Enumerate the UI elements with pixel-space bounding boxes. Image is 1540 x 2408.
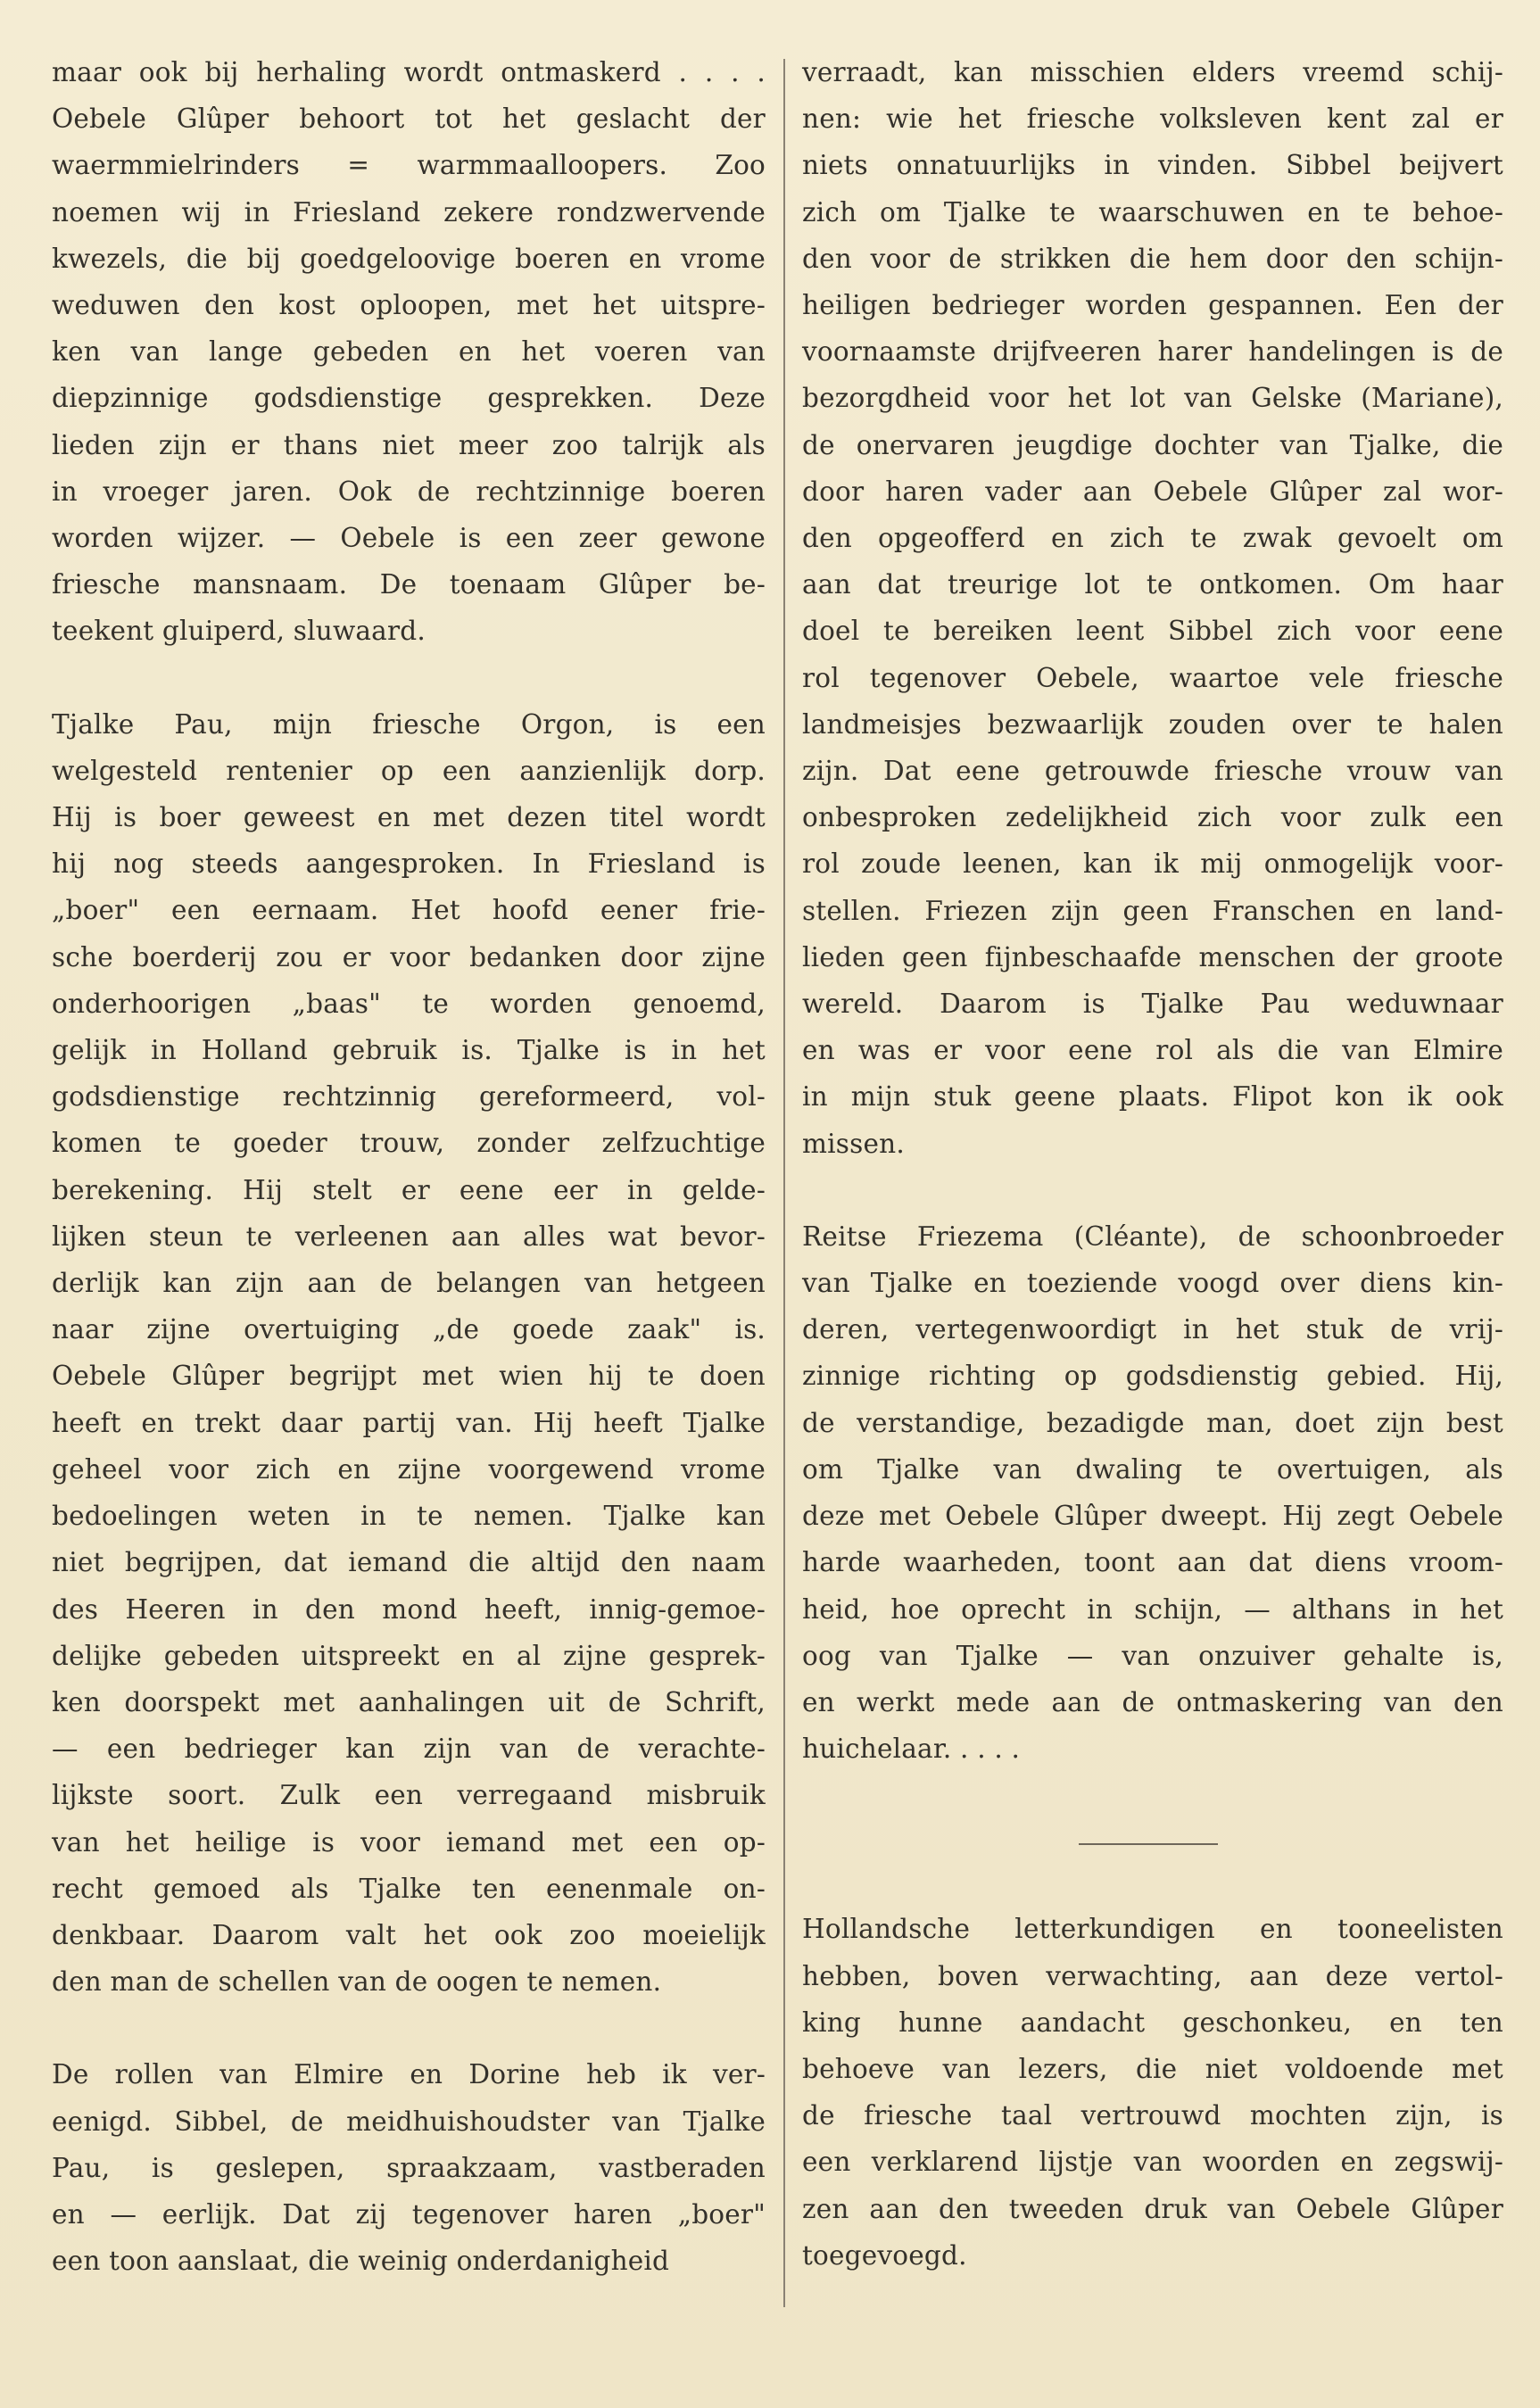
text-line: zinnige richting op godsdienstig gebied. Hij,: [802, 1361, 1503, 1392]
text-line: behoeve van lezers, die niet voldoende met: [802, 2053, 1503, 2084]
text-line: lieden geen fijnbeschaafde menschen der groote: [802, 941, 1503, 972]
paragraph-orgon-intro-end: [52, 49, 766, 655]
text-line: worden wijzer. — Oebele is een zeer gewone: [52, 523, 766, 554]
paragraph-gap: [52, 655, 766, 701]
text-line: Oebele Glûper begrijpt met wien hij te doen: [52, 1361, 766, 1392]
text-line: landmeisjes bezwaarlijk zouden over te halen: [802, 708, 1503, 740]
text-line: en was er voor eene rol als die van Elmire: [802, 1035, 1503, 1066]
text-line: waermmielrinders = warmmaalloopers. Zoo: [52, 150, 766, 181]
text-line: gelijk in Holland gebruik is. Tjalke is in het: [52, 1035, 766, 1066]
text-line: deze met Oebele Glûper dweept. Hij zegt Oebele: [802, 1501, 1503, 1532]
text-line: en — eerlijk. Dat zij tegenover haren „boer": [52, 2198, 766, 2230]
paragraph-hollandsche-letterkundigen: [802, 1906, 1503, 2279]
text-line: diepzinnige godsdienstige gesprekken. Deze: [52, 383, 766, 414]
text-line: nen: wie het friesche volksleven kent zal er: [802, 103, 1503, 135]
text-line: maar ook bij herhaling wordt ontmaskerd . . . .: [52, 57, 766, 87]
text-line: zen aan den tweeden druk van Oebele Glûper: [802, 2193, 1503, 2224]
text-line: kwezels, die bij goedgeloovige boeren en vrome: [52, 243, 766, 274]
text-line: voornaamste drijfveeren harer handelingen is de: [802, 336, 1503, 368]
text-line: naar zijne overtuiging „de goede zaak" is.: [52, 1314, 766, 1345]
text-line: van het heilige is voor iemand met een op-: [52, 1826, 766, 1858]
text-line: — een bedrieger kan zijn van de verachte-: [52, 1734, 766, 1765]
text-line: en werkt mede aan de ontmaskering van den: [802, 1686, 1503, 1717]
text-line: delijke gebeden uitspreekt en al zijne gesprek-: [52, 1640, 766, 1671]
text-line: ken doorspekt met aanhalingen uit de Schrift,: [52, 1686, 766, 1717]
text-line: ken van lange gebeden en het voeren van: [52, 336, 766, 368]
text-line: De rollen van Elmire en Dorine heb ik ver-: [52, 2059, 766, 2090]
text-line: onderhoorigen „baas" te worden genoemd,: [52, 988, 766, 1019]
text-line: wereld. Daarom is Tjalke Pau weduwnaar: [802, 989, 1503, 1020]
text-line: lijkste soort. Zulk een verregaand misbruik: [52, 1780, 766, 1811]
text-line: heid, hoe oprecht in schijn, — althans in het: [802, 1593, 1503, 1625]
text-line: teekent gluiperd, sluwaard.: [52, 616, 426, 647]
text-line: in mijn stuk geene plaats. Flipot kon ik ook: [802, 1081, 1503, 1113]
text-line: een verklarend lijstje van woorden en zegswij-: [802, 2147, 1503, 2178]
text-line: den opgeofferd en zich te zwak gevoelt om: [802, 523, 1503, 554]
text-line: den voor de strikken die hem door den schijn-: [802, 243, 1503, 274]
text-line: Hij is boer geweest en met dezen titel wordt: [52, 802, 766, 833]
paragraph-gap: [802, 1167, 1503, 1213]
section-break: [802, 1772, 1503, 1906]
text-line: Hollandsche letterkundigen en tooneelisten: [802, 1914, 1503, 1945]
text-line: doel te bereiken leent Sibbel zich voor eene: [802, 616, 1503, 647]
paragraph-reitse-friezema: [802, 1213, 1503, 1772]
text-line: om Tjalke van dwaling te overtuigen, als: [802, 1453, 1503, 1485]
text-line: godsdienstige rechtzinnig gereformeerd, vol-: [52, 1081, 766, 1113]
text-line: Oebele Glûper behoort tot het geslacht der: [52, 103, 766, 135]
text-line: eenigd. Sibbel, de meidhuishoudster van Tjalke: [52, 2106, 766, 2137]
left-column: [52, 49, 766, 2284]
text-line: rol zoude leenen, kan ik mij onmogelijk voor-: [802, 848, 1503, 880]
text-line: harde waarheden, toont aan dat diens vroom-: [802, 1547, 1503, 1578]
right-column: [802, 49, 1503, 2279]
text-line: door haren vader aan Oebele Glûper zal wor-: [802, 476, 1503, 507]
text-line: weduwen den kost oploopen, met het uitspre-: [52, 290, 766, 321]
text-line: verraadt, kan misschien elders vreemd schij-: [802, 57, 1503, 87]
text-line: friesche mansnaam. De toenaam Glûper be-: [52, 569, 766, 600]
paragraph-tjalke-pau: [52, 701, 766, 2006]
text-line: van Tjalke en toeziende voogd over diens kin-: [802, 1268, 1503, 1299]
text-line: komen te goeder trouw, zonder zelfzuchtige: [52, 1128, 766, 1159]
text-line: niets onnatuurlijks in vinden. Sibbel beijvert: [802, 150, 1503, 181]
text-line: denkbaar. Daarom valt het ook zoo moeielijk: [52, 1919, 766, 1950]
text-line: hij nog steeds aangesproken. In Friesland is: [52, 848, 766, 880]
text-line: de friesche taal vertrouwd mochten zijn, is: [802, 2100, 1503, 2131]
text-line: aan dat treurige lot te ontkomen. Om haar: [802, 569, 1503, 600]
text-line: in vroeger jaren. Ook de rechtzinnige boeren: [52, 476, 766, 507]
text-line: sche boerderij zou er voor bedanken door zijne: [52, 941, 766, 972]
text-line: deren, vertegenwoordigt in het stuk de vrij-: [802, 1314, 1503, 1345]
text-line: zich om Tjalke te waarschuwen en te behoe-: [802, 196, 1503, 228]
text-line: heiligen bedrieger worden gespannen. Een der: [802, 290, 1503, 321]
text-line: bedoelingen weten in te nemen. Tjalke kan: [52, 1501, 766, 1532]
text-line: onbesproken zedelijkheid zich voor zulk een: [802, 802, 1503, 833]
paragraph-gap: [52, 2005, 766, 2051]
text-line: noemen wij in Friesland zekere rondzwervende: [52, 196, 766, 228]
text-line: des Heeren in den mond heeft, innig-gemoe-: [52, 1593, 766, 1625]
text-line: niet begrijpen, dat iemand die altijd den naam: [52, 1547, 766, 1578]
text-line: bezorgdheid voor het lot van Gelske (Mariane),: [802, 383, 1503, 414]
paragraph-elmire-dorine: [52, 2051, 766, 2284]
text-line: heeft en trekt daar partij van. Hij heeft Tjalke: [52, 1407, 766, 1438]
paragraph-sibbel: [802, 49, 1503, 1167]
text-line: welgesteld rentenier op een aanzienlijk dorp.: [52, 755, 766, 786]
text-line: derlijk kan zijn aan de belangen van hetgeen: [52, 1268, 766, 1299]
text-line: toegevoegd.: [802, 2239, 967, 2271]
text-line: lieden zijn er thans niet meer zoo talrijk als: [52, 429, 766, 460]
text-line: lijken steun te verleenen aan alles wat bevor-: [52, 1221, 766, 1252]
text-line: hebben, boven verwachting, aan deze vertol-: [802, 1960, 1503, 1991]
text-line: de verstandige, bezadigde man, doet zijn best: [802, 1407, 1503, 1438]
column-divider: [783, 59, 785, 2307]
text-line: oog van Tjalke — van onzuiver gehalte is,: [802, 1640, 1503, 1671]
horizontal-rule: [1079, 1843, 1218, 1845]
text-line: Reitse Friezema (Cléante), de schoonbroeder: [802, 1221, 1503, 1252]
text-line: zijn. Dat eene getrouwde friesche vrouw van: [802, 756, 1503, 787]
text-line: missen.: [802, 1128, 905, 1159]
text-line: king hunne aandacht geschonkeu, en ten: [802, 2007, 1503, 2038]
text-line: rol tegenover Oebele, waartoe vele friesche: [802, 662, 1503, 693]
text-line: berekening. Hij stelt er eene eer in gelde-: [52, 1174, 766, 1205]
text-line: Pau, is geslepen, spraakzaam, vastberaden: [52, 2152, 766, 2183]
text-line: geheel voor zich en zijne voorgewend vrome: [52, 1453, 766, 1485]
text-line: huichelaar. . . . .: [802, 1734, 1021, 1765]
text-line: „boer" een eernaam. Het hoofd eener frie-: [52, 895, 766, 926]
text-line: de onervaren jeugdige dochter van Tjalke, die: [802, 429, 1503, 460]
text-line: Tjalke Pau, mijn friesche Orgon, is een: [52, 708, 766, 740]
text-line: een toon aanslaat, die weinig onderdanigheid: [52, 2246, 670, 2277]
text-line: recht gemoed als Tjalke ten eenenmale on-: [52, 1873, 766, 1904]
text-line: den man de schellen van de oogen te nemen.: [52, 1966, 662, 1998]
text-line: stellen. Friezen zijn geen Franschen en land-: [802, 895, 1503, 926]
